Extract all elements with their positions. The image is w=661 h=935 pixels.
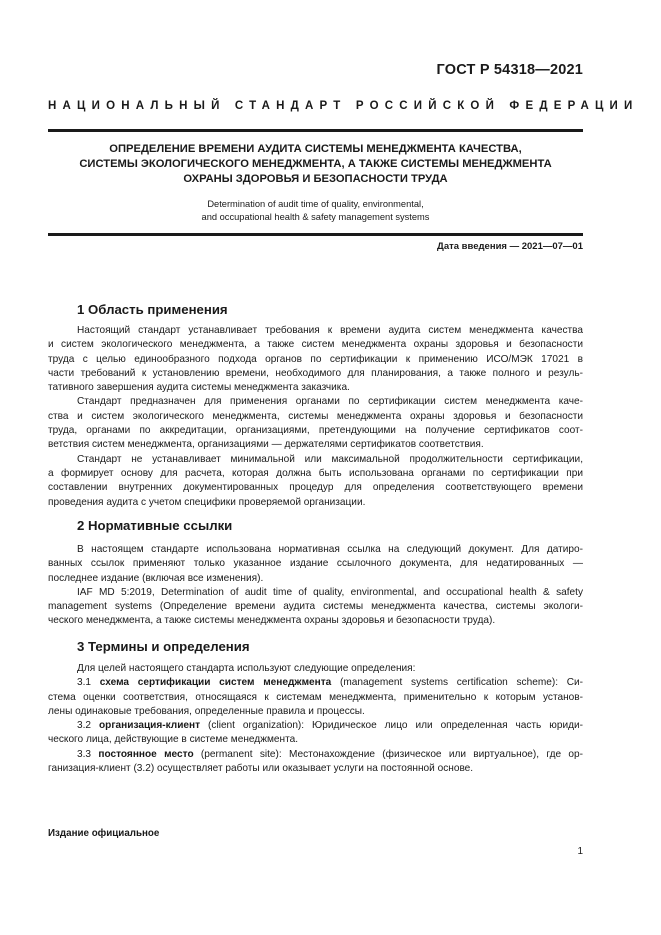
text-line: Стандарт предназначен для применения органами по сертификации систем менеджмента каче- [77, 396, 583, 408]
section-2-heading: 2 Нормативные ссылки [77, 518, 233, 533]
text-line: IAF MD 5:2019, Determination of audit time of quality, environmental, and occupational health & safety [77, 586, 583, 598]
standard-code: ГОСТ Р 54318—2021 [436, 62, 583, 78]
section-3-heading: 3 Термины и определения [77, 639, 250, 654]
text-line: ганизация-клиент (3.2) осуществляет работы или оказывает услуги на постоянной основе. [48, 763, 474, 775]
text-line: труда с целью единообразного подхода органов по сертификации к применению ИСО/МЭК 17021 в [48, 353, 583, 365]
text-line: Стандарт не устанавливает минимальной или максимальной продолжительности сертификации, [77, 453, 583, 465]
text-line: Настоящий стандарт устанавливает требования к времени аудита систем менеджмента качества [77, 325, 583, 336]
term-definition: (management systems certification scheme): Си- [340, 677, 584, 689]
text-line: ванных ссылок применяют только указанное издание ссылочного документа, для недатированных — [48, 558, 583, 570]
text-line: труда, органами по аккредитации, организациями, претендующими на получение сертификатов соот- [48, 425, 583, 437]
text-line: и систем экологического менеджмента, а также систем менеджмента охраны здоровья и безопасности [48, 339, 583, 351]
title-line: СИСТЕМЫ ЭКОЛОГИЧЕСКОГО МЕНЕДЖМЕНТА, А ТАКЖЕ СИСТЕМЫ МЕНЕДЖМЕНТА [79, 158, 552, 170]
text-line: тативного завершения аудита системы менеджмента заказчика. [48, 382, 350, 394]
term-number: 3.2 [77, 720, 92, 732]
text-line: ческого лица, действующие в системе менеджмента. [48, 734, 298, 746]
title-line: ОХРАНЫ ЗДОРОВЬЯ И БЕЗОПАСНОСТИ ТРУДА [183, 173, 448, 185]
title-line: ОПРЕДЕЛЕНИЕ ВРЕМЕНИ АУДИТА СИСТЕМЫ МЕНЕДЖМЕНТА КАЧЕСТВА, [109, 143, 522, 155]
text-line: стема оценки соответствия, относящаяся к системам менеджмента, применительно к которым установ- [48, 691, 583, 703]
term-name: организация-клиент [99, 720, 201, 732]
document-title [48, 142, 583, 187]
text-line: а формирует основу для расчета, которая должна быть использована органами по сертификации при [48, 467, 583, 479]
title-bottom-rule [48, 233, 583, 236]
term-3-2-line [48, 719, 583, 733]
english-title [48, 198, 583, 224]
text-line: проведения аудита с учетом специфики проверяемой организации. [48, 496, 366, 508]
subtitle-line: Determination of audit time of quality, environmental, [207, 199, 424, 209]
section-1-heading: 1 Область применения [77, 302, 228, 317]
term-3-3-line [48, 748, 583, 762]
term-3-1-line [48, 676, 583, 690]
term-definition: (client organization): Юридическое лицо или определенная часть юриди- [208, 720, 583, 732]
national-standard-banner: НАЦИОНАЛЬНЫЙ СТАНДАРТ РОССИЙСКОЙ ФЕДЕРАЦИИ [48, 100, 639, 112]
term-name: схема сертификации систем менеджмента [99, 677, 332, 689]
official-edition-label: Издание официальное [48, 828, 160, 839]
term-number: 3.1 [77, 677, 92, 689]
text-line: составлении внутренних документированных процедур для определения соответствующего времени [48, 482, 583, 494]
text-line: ства и систем экологического менеджмента, системы менеджмента охраны здоровья и безопасности [48, 410, 583, 422]
text-line: Для целей настоящего стандарта используют следующие определения: [77, 663, 416, 674]
introduction-date: Дата введения — 2021—07—01 [437, 241, 583, 252]
section-2-body [48, 543, 583, 629]
text-line: ветствия систем менеджмента, организациями — держателями сертификатов соответствия. [48, 439, 484, 451]
term-definition: (permanent site): Местонахождение (физическое или виртуальное), где ор- [200, 748, 583, 760]
section-3-body [48, 662, 583, 776]
text-line: лены одинаковые требования, определенные правила и процессы. [48, 705, 365, 717]
section-1-body [48, 324, 583, 510]
page-number: 1 [577, 846, 583, 857]
text-line: В настоящем стандарте использована нормативная ссылка на следующий документ. Для датиро- [77, 544, 583, 555]
text-line: последнее издание (включая все изменения). [48, 572, 264, 584]
text-line: части требований к установлению времени, необходимого для планирования, а также полного и резуль- [48, 367, 583, 379]
text-line: management systems (Определение времени аудита системы менеджмента качества, системы экологи- [48, 601, 583, 613]
term-name: постоянное место [98, 748, 194, 760]
subtitle-line: and occupational health & safety management systems [201, 212, 430, 222]
top-rule [48, 129, 583, 132]
text-line: ческого менеджмента, а также системы менеджмента охраны здоровья и безопасности труда). [48, 615, 496, 627]
term-number: 3.3 [77, 748, 92, 760]
